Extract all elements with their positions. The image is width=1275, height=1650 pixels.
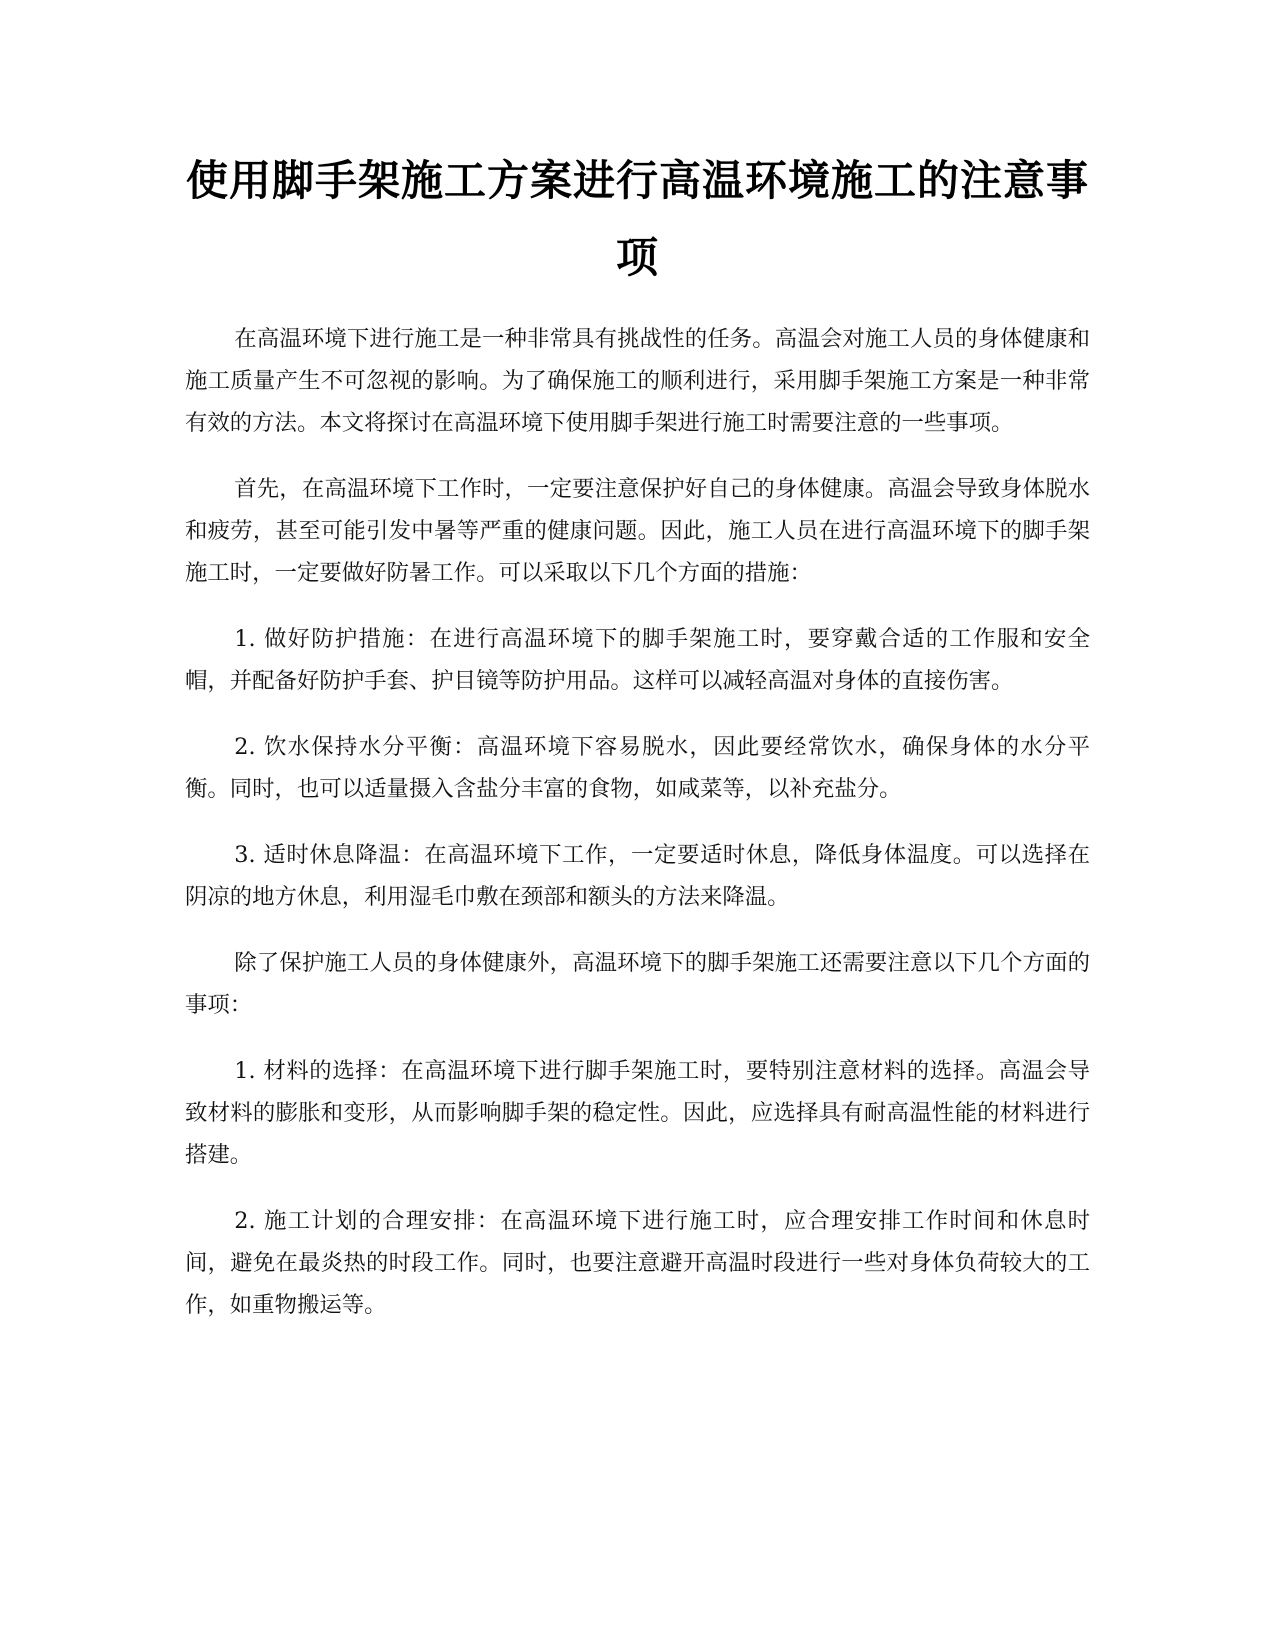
- paragraph-hydration: 2. 饮水保持水分平衡：高温环境下容易脱水，因此要经常饮水，确保身体的水分平衡。同时，也可以适量摄入含盐分丰富的食物，如咸菜等，以补充盐分。: [185, 734, 1090, 802]
- document-title: 使用脚手架施工方案进行高温环境施工的注意事项: [185, 156, 1089, 282]
- paragraph-rest: 3. 适时休息降温：在高温环境下工作，一定要适时休息，降低身体温度。可以选择在阴凉的地方休息，利用湿毛巾敷在颈部和额头的方法来降温。: [185, 842, 1090, 910]
- paragraph-schedule: 2. 施工计划的合理安排：在高温环境下进行施工时，应合理安排工作时间和休息时间，避免在最炎热的时段工作。同时，也要注意避开高温时段进行一些对身体负荷较大的工作，如重物搬运等。: [185, 1208, 1090, 1318]
- document-body: [185, 318, 1090, 1350]
- paragraph-materials: 1. 材料的选择：在高温环境下进行脚手架施工时，要特别注意材料的选择。高温会导致材料的膨胀和变形，从而影响脚手架的稳定性。因此，应选择具有耐高温性能的材料进行搭建。: [185, 1058, 1090, 1168]
- paragraph-other-matters: 除了保护施工人员的身体健康外，高温环境下的脚手架施工还需要注意以下几个方面的事项：: [185, 950, 1090, 1018]
- paragraph-health: 首先，在高温环境下工作时，一定要注意保护好自己的身体健康。高温会导致身体脱水和疲劳，甚至可能引发中暑等严重的健康问题。因此，施工人员在进行高温环境下的脚手架施工时，一定要做好防暑工作。可以采取以下几个方面的措施：: [185, 476, 1090, 586]
- paragraph-protection: 1. 做好防护措施：在进行高温环境下的脚手架施工时，要穿戴合适的工作服和安全帽，并配备好防护手套、护目镜等防护用品。这样可以减轻高温对身体的直接伤害。: [185, 626, 1090, 694]
- paragraph-intro: 在高温环境下进行施工是一种非常具有挑战性的任务。高温会对施工人员的身体健康和施工质量产生不可忽视的影响。为了确保施工的顺利进行，采用脚手架施工方案是一种非常有效的方法。本文将探讨在高温环境下使用脚手架进行施工时需要注意的一些事项。: [185, 326, 1090, 436]
